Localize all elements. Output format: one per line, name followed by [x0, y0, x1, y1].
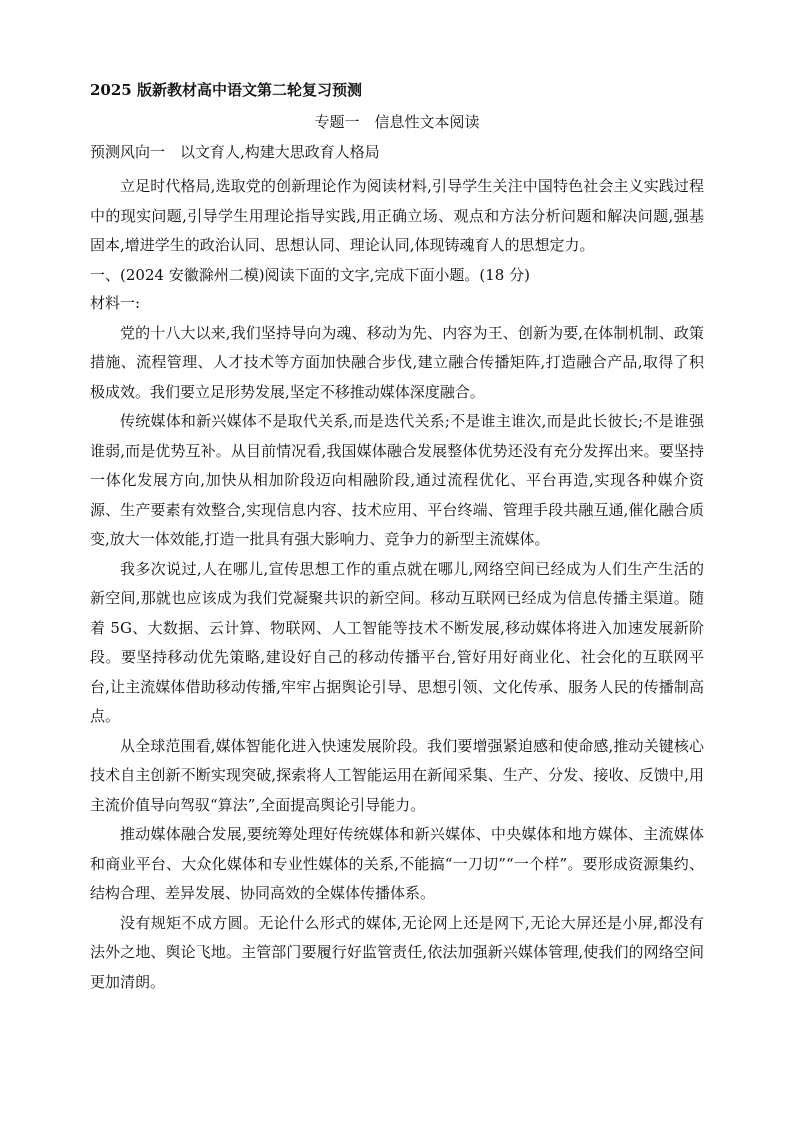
document-title: 2025 版新教材高中语文第二轮复习预测: [90, 81, 362, 99]
document-page: [90, 76, 704, 997]
body-paragraph-4: 从全球范围看,媒体智能化进入快速发展阶段。我们要增强紧迫感和使命感,推动关键核心技术自主创新不断实现突破,探索将人工智能运用在新闻采集、生产、分发、接收、反馈中,用主流价值导向驾驭“算法”,全面提高舆论引导能力。: [90, 736, 704, 814]
intro-paragraph: 立足时代格局,选取党的创新理论作为阅读材料,引导学生关注中国特色社会主义实践过程中的现实问题,引导学生用理论指导实践,用正确立场、观点和方法分析问题和解决问题,强基固本,增进学生的政治认同、思想认同、理论认同,体现铸魂育人的思想定力。: [90, 177, 704, 254]
body-paragraph-6: 没有规矩不成方圆。无论什么形式的媒体,无论网上还是网下,无论大屏还是小屏,都没有法外之地、舆论飞地。主管部门要履行好监管责任,依法加强新兴媒体管理,使我们的网络空间更加清朗。: [90, 913, 704, 991]
material-label: 材料一:: [90, 293, 141, 312]
topic-title: 专题一 信息性文本阅读: [314, 113, 480, 131]
direction-heading: 预测风向一 以文育人,构建大思政育人格局: [90, 143, 380, 161]
body-paragraph-1: 党的十八大以来,我们坚持导向为魂、移动为先、内容为王、创新为要,在体制机制、政策措施、流程管理、人才技术等方面加快融合步伐,建立融合传播矩阵,打造融合产品,取得了积极成效。我们要立足形势发展,坚定不移推动媒体深度融合。: [90, 323, 704, 401]
body-paragraph-3: 我多次说过,人在哪儿,宣传思想工作的重点就在哪儿,网络空间已经成为人们生产生活的新空间,那就也应该成为我们党凝聚共识的新空间。移动互联网已经成为信息传播主渠道。随着 5G、大数据、云计算、物联网、人工智能等技术不断发展,移动媒体将进入加速发展新阶段。要坚持移动优先策略,建设好自己的移动传播平台,管好用好商业化、社会化的互联网平台,让主流媒体借助移动传播,牢牢占据舆论引导、思想引领、文化传承、服务人民的传播制高点。: [90, 559, 704, 725]
body-paragraph-2: 传统媒体和新兴媒体不是取代关系,而是迭代关系;不是谁主谁次,而是此长彼长;不是谁强谁弱,而是优势互补。从目前情况看,我国媒体融合发展整体优势还没有充分发挥出来。要坚持一体化发展方向,加快从相加阶段迈向相融阶段,通过流程优化、平台再造,实现各种媒介资源、生产要素有效整合,实现信息内容、技术应用、平台终端、管理手段共融互通,催化融合质变,放大一体效能,打造一批具有强大影响力、竞争力的新型主流媒体。: [90, 412, 704, 548]
body-paragraph-5: 推动媒体融合发展,要统筹处理好传统媒体和新兴媒体、中央媒体和地方媒体、主流媒体和商业平台、大众化媒体和专业性媒体的关系,不能搞“一刀切”“一个样”。要形成资源集约、结构合理、差异发展、协同高效的全媒体传播体系。: [90, 825, 704, 902]
question-heading: 一、(2024 安徽滁州二模)阅读下面的文字,完成下面小题。(18 分): [90, 265, 530, 284]
